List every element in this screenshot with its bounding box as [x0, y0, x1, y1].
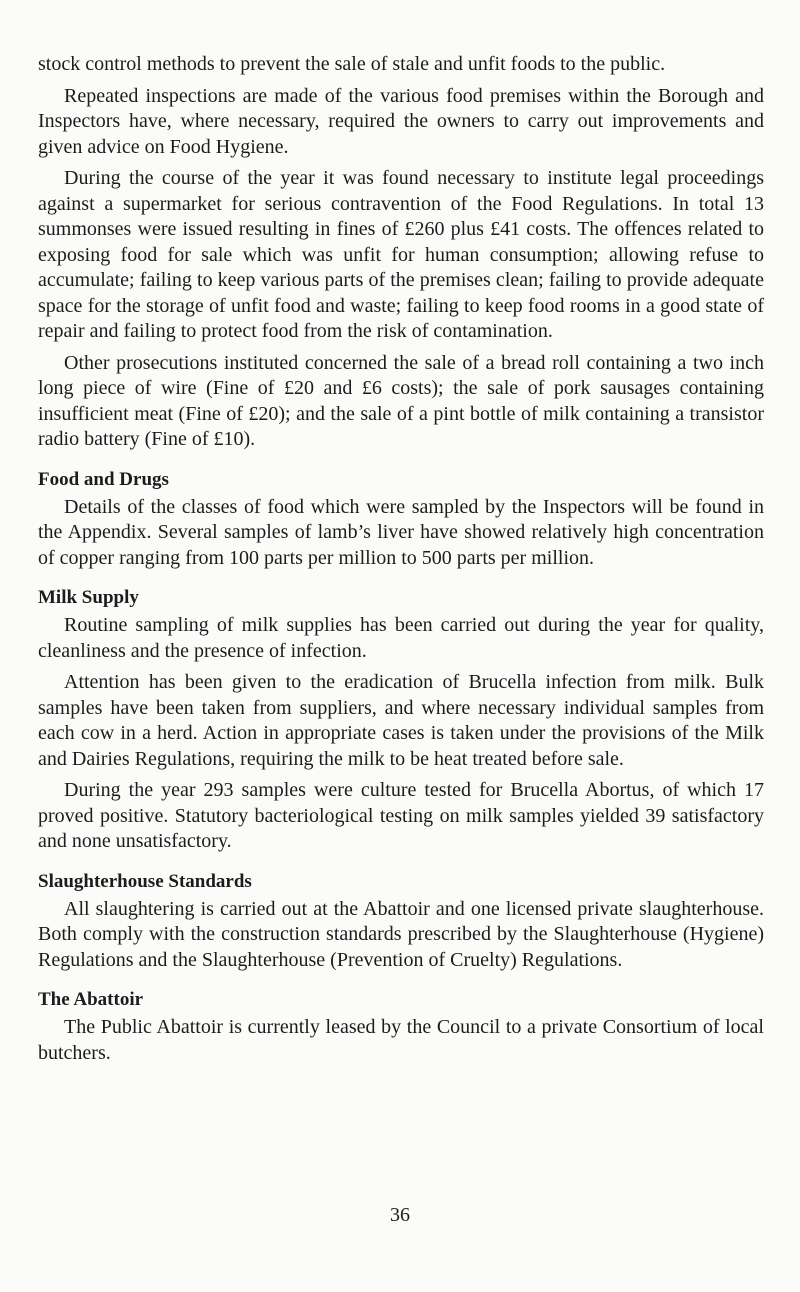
paragraph-milk-brucella: Attention has been given to the eradication of Brucella infection from milk. Bulk samples have been taken from suppliers, and where necessary individual samples from each cow in a herd. Action in appropriate cases is taken under the provisions of the Milk and Dairies Regulations, requiring the milk to be heat treated before sale. — [38, 671, 764, 770]
paragraph-other-prosecutions: Other prosecutions instituted concerned the sale of a bread roll containing a two inch long piece of wire (Fine of £20 and £6 costs); the sale of pork sausages containing insufficient meat (Fine of £20); and the sale of a pint bottle of milk containing a transistor radio battery (Fine of £10). — [38, 351, 764, 450]
paragraph-legal-proceedings: During the course of the year it was found necessary to institute legal proceedings against a supermarket for serious contravention of the Food Regulations. In total 13 summonses were issued resulting in fines of £260 plus £41 costs. The offences related to exposing food for sale which was unfit for human consumption; allowing refuse to accumulate; failing to keep various parts of the premises clean; failing to provide adequate space for the storage of unfit food and waste; failing to keep food rooms in a good state of repair and failing to protect food from the risk of contamination. — [38, 167, 764, 342]
paragraph-inspections: Repeated inspections are made of the various food premises within the Borough and Inspectors have, where necessary, required the owners to carry out improvements and given advice on Food Hygiene. — [38, 84, 764, 158]
paragraph-slaughterhouse: All slaughtering is carried out at the Abattoir and one licensed private slaughterhouse. Both comply with the construction standards prescribed by the Slaughterhouse (Hygiene) Regulations and the Slaughterhouse (Prevention of Cruelty) Regulations. — [38, 897, 764, 971]
heading-the-abattoir: The Abattoir — [38, 989, 144, 1010]
heading-food-and-drugs: Food and Drugs — [38, 468, 169, 490]
paragraph-abattoir: The Public Abattoir is currently leased by the Council to a private Consortium of local butchers. — [38, 1016, 764, 1064]
page-number: 36 — [390, 1204, 410, 1226]
paragraph-milk-samples: During the year 293 samples were culture tested for Brucella Abortus, of which 17 proved positive. Statutory bacteriological testing on milk samples yielded 39 satisfactory and none unsatisfactory. — [38, 779, 764, 852]
paragraph-milk-routine: Routine sampling of milk supplies has been carried out during the year for quality, cleanliness and the presence of infection. — [38, 614, 764, 662]
heading-slaughterhouse-standards: Slaughterhouse Standards — [38, 870, 252, 892]
heading-milk-supply: Milk Supply — [38, 587, 139, 608]
document-page — [38, 52, 764, 1072]
paragraph-continued: stock control methods to prevent the sale of stale and unfit foods to the public. — [38, 53, 666, 75]
paragraph-food-drugs: Details of the classes of food which were sampled by the Inspectors will be found in the Appendix. Several samples of lamb’s liver have showed relatively high concentration of copper ranging from 100 parts per million to 500 parts per million. — [38, 495, 764, 569]
